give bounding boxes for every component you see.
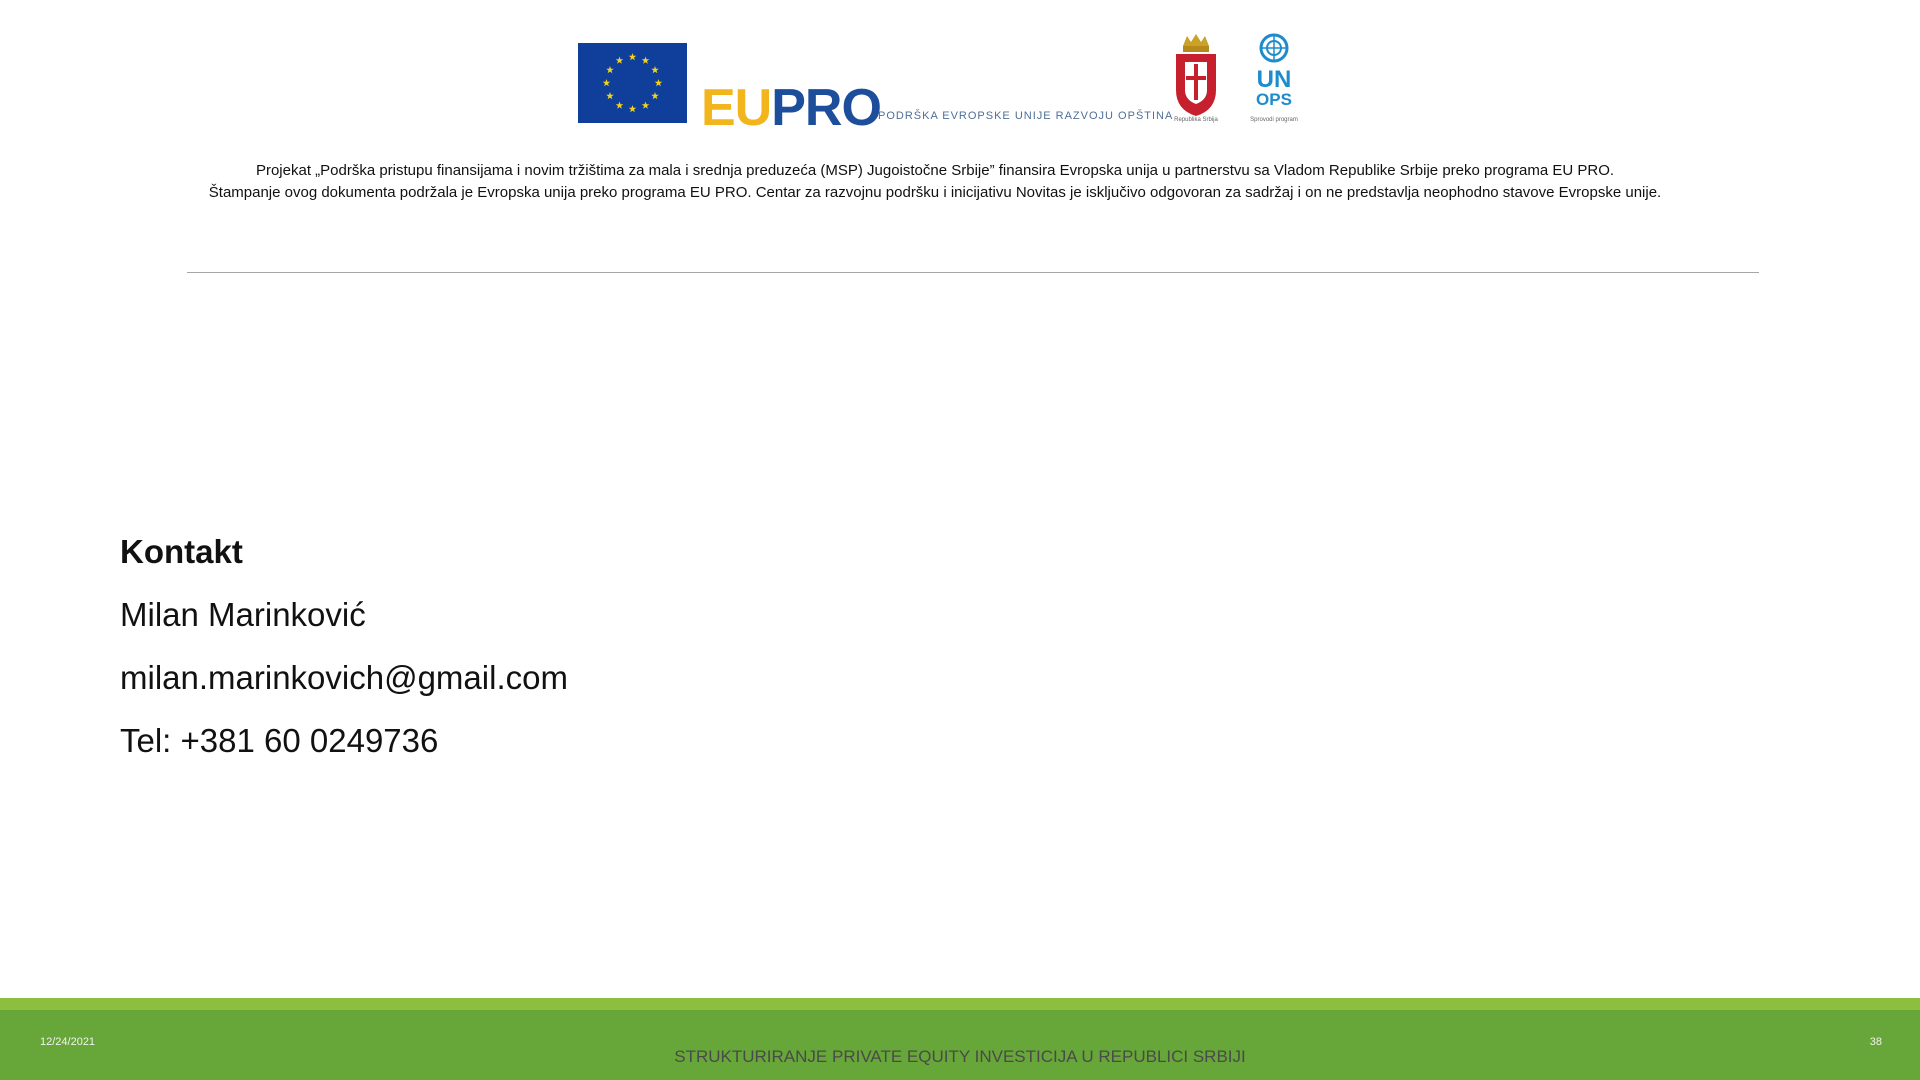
eu-star-icon bbox=[629, 105, 637, 112]
footer-date: 12/24/2021 bbox=[40, 1036, 96, 1048]
eu-flag-logo bbox=[578, 43, 687, 123]
eupro-logo bbox=[701, 80, 881, 136]
eu-star-icon bbox=[655, 79, 663, 86]
contact-heading: Kontakt bbox=[120, 533, 243, 570]
eu-star-icon bbox=[616, 56, 624, 63]
logo-banner bbox=[0, 30, 1920, 137]
eu-star-icon bbox=[651, 66, 659, 73]
eu-star-icon bbox=[616, 102, 624, 109]
contact-phone: Tel: +381 60 0249736 bbox=[120, 722, 439, 759]
contact-email: milan.marinkovich@gmail.com bbox=[120, 659, 568, 696]
unops-logo-ops: OPS bbox=[1256, 90, 1292, 109]
eu-star-icon bbox=[629, 53, 637, 60]
contact-name: Milan Marinković bbox=[120, 596, 366, 633]
serbia-caption: Republika Srbija bbox=[1174, 117, 1218, 123]
eu-star-icon bbox=[642, 102, 650, 109]
eu-star-icon bbox=[642, 56, 650, 63]
slide-number: 38 bbox=[1869, 1036, 1882, 1048]
slide-footer bbox=[0, 1010, 1920, 1080]
eu-star-icon bbox=[603, 79, 611, 86]
footer-title: STRUKTURIRANJE PRIVATE EQUITY INVESTICIJA U REPUBLICI SRBIJI bbox=[674, 1047, 1246, 1066]
disclaimer-line-2: Štampanje ovog dokumenta podržala je Evropska unija preko programa EU PRO. Centar za razvojnu podršku i inicijativu Novitas je isključivo odgovoran za sadržaj i on ne predstavlja neophodno stavove Evropske unije. bbox=[208, 184, 1662, 201]
unops-caption: Sprovodi program bbox=[1250, 117, 1298, 123]
eu-star-icon bbox=[606, 92, 614, 99]
serbia-coat-of-arms-icon bbox=[1173, 32, 1219, 128]
unops-logo bbox=[1252, 66, 1296, 110]
unops-logo-un: UN bbox=[1256, 66, 1292, 93]
eupro-logo-pro: PRO bbox=[771, 79, 881, 137]
funding-disclaimer bbox=[150, 160, 1720, 204]
header-divider bbox=[187, 272, 1759, 273]
footer-stripe bbox=[0, 998, 1920, 1010]
eupro-tagline: PODRŠKA EVROPSKE UNIJE RAZVOJU OPŠTINA bbox=[878, 110, 1174, 122]
eu-star-icon bbox=[651, 92, 659, 99]
eu-stars-icon bbox=[578, 43, 687, 123]
contact-block bbox=[120, 520, 568, 772]
eu-star-icon bbox=[606, 66, 614, 73]
eupro-logo-eu: EU bbox=[701, 79, 772, 137]
disclaimer-line-1: Projekat „Podrška pristupu finansijama i novim tržištima za mala i srednja preduzeća (MSP) Jugoistočne Srbije” finansira Evropska unija u partnerstvu sa Vladom Republike Srbije preko programa EU PRO. bbox=[255, 162, 1615, 179]
